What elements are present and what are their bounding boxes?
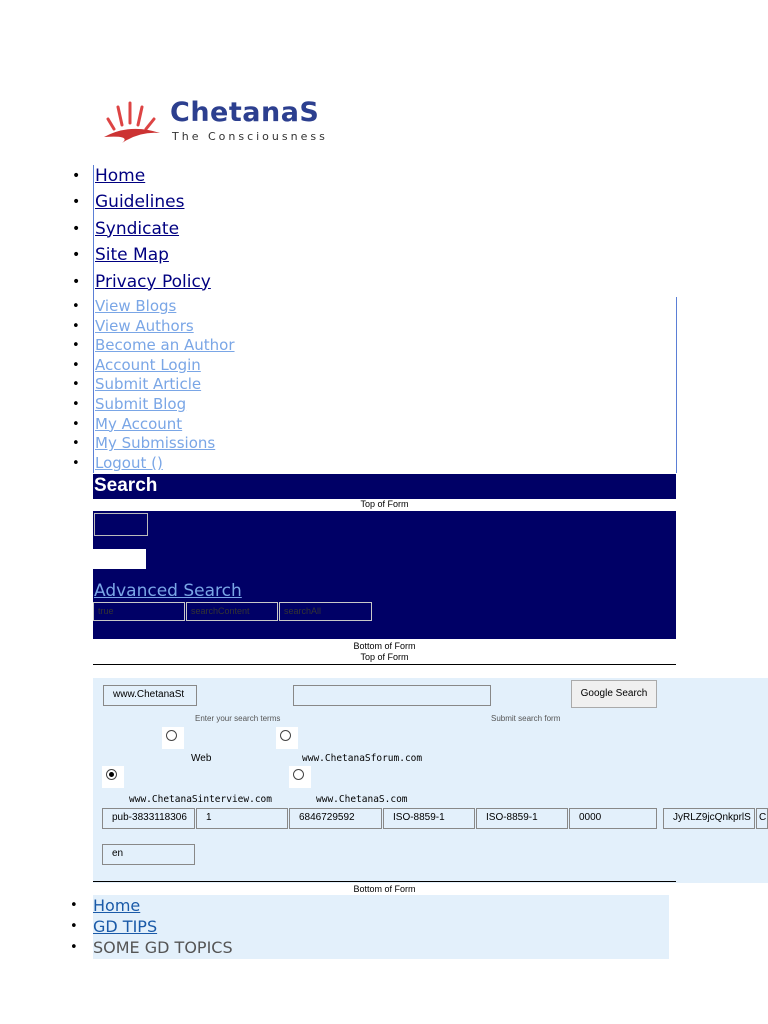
- logout-link[interactable]: Logout (): [95, 453, 163, 472]
- become-author-link[interactable]: Become an Author: [95, 336, 235, 355]
- bottom-of-form-label: Bottom of Form: [353, 641, 416, 651]
- site-search-panel: [93, 511, 676, 639]
- nav-sitemap-link[interactable]: Site Map: [95, 245, 169, 266]
- nav-home-link[interactable]: Home: [95, 166, 146, 186]
- radio-interview[interactable]: [102, 766, 124, 788]
- logo-wordmark: ChetanaS: [170, 97, 320, 128]
- site-search-button[interactable]: [93, 549, 146, 569]
- hidden-field[interactable]: ISO-8859-1: [383, 808, 475, 829]
- breadcrumb-current: SOME GD TOPICS: [93, 938, 233, 957]
- blog-nav-item: [72, 297, 235, 317]
- my-account-link[interactable]: My Account: [95, 414, 183, 433]
- hidden-field[interactable]: searchContent: [186, 602, 278, 621]
- submit-form-hint: Submit search form: [491, 714, 561, 723]
- nav-privacy-link[interactable]: Privacy Policy: [95, 271, 211, 292]
- bullet-icon: •: [72, 436, 80, 452]
- nav-guidelines-link[interactable]: Guidelines: [95, 192, 185, 213]
- radio-interview-label: www.ChetanaSinterview.com: [129, 794, 272, 805]
- blog-nav-item: [72, 434, 235, 454]
- submit-article-link[interactable]: Submit Article: [95, 375, 202, 394]
- bullet-icon: •: [70, 940, 78, 955]
- blog-nav-item: [72, 394, 235, 415]
- top-of-form-label: Top of Form: [360, 652, 409, 662]
- google-search-panel: [93, 678, 768, 883]
- radio-circle-icon: [293, 769, 304, 780]
- breadcrumb-gdtips-link[interactable]: GD TIPS: [93, 917, 158, 936]
- radio-main-site-label: www.ChetanaS.com: [316, 794, 408, 805]
- hidden-field[interactable]: JyRLZ9jcQnkprlS: [663, 808, 755, 829]
- blog-nav-item: [72, 355, 235, 376]
- view-blogs-link[interactable]: View Blogs: [95, 297, 177, 315]
- radio-circle-icon: [166, 730, 177, 741]
- main-nav-item: [72, 244, 211, 270]
- breadcrumb-item: [70, 896, 233, 917]
- bullet-icon: •: [72, 299, 80, 314]
- breadcrumb: [70, 896, 233, 959]
- form-divider: [93, 664, 676, 665]
- blog-nav-item: [72, 375, 235, 395]
- site-search-input[interactable]: [94, 513, 148, 536]
- blog-nav-item: [72, 316, 235, 337]
- hidden-field[interactable]: 0000: [569, 808, 657, 829]
- breadcrumb-item: [70, 938, 233, 959]
- bullet-icon: •: [72, 194, 81, 211]
- main-nav: [72, 165, 211, 297]
- main-nav-item: [72, 191, 211, 217]
- main-nav-item: [72, 218, 211, 244]
- nav-divider: [93, 165, 94, 297]
- breadcrumb-home-link[interactable]: Home: [93, 896, 141, 915]
- view-authors-link[interactable]: View Authors: [95, 316, 194, 335]
- bottom-of-form-label: Bottom of Form: [353, 884, 416, 894]
- radio-forum-label: www.ChetanaSforum.com: [302, 753, 423, 764]
- search-header: [93, 474, 676, 499]
- site-field[interactable]: www.ChetanaSt: [103, 685, 197, 706]
- submit-blog-link[interactable]: Submit Blog: [95, 394, 187, 413]
- bullet-icon: •: [72, 220, 81, 237]
- breadcrumb-item: [70, 917, 233, 938]
- main-nav-item: [72, 271, 211, 297]
- search-terms-hint: Enter your search terms: [195, 714, 281, 723]
- hidden-field[interactable]: searchAll: [279, 602, 372, 621]
- bullet-icon: •: [72, 416, 80, 432]
- bullet-icon: •: [72, 338, 80, 354]
- radio-circle-icon: [280, 730, 291, 741]
- account-login-link[interactable]: Account Login: [95, 355, 201, 374]
- sunburst-logo-icon: [100, 99, 170, 149]
- bullet-icon: •: [70, 919, 78, 934]
- main-nav-item: [72, 165, 211, 191]
- bullet-icon: •: [72, 247, 81, 264]
- radio-main-site[interactable]: [289, 766, 311, 788]
- hidden-field[interactable]: ISO-8859-1: [476, 808, 568, 829]
- blog-nav: [72, 297, 235, 473]
- bullet-icon: •: [72, 168, 81, 184]
- logo-tagline: The Consciousness: [172, 130, 328, 143]
- hidden-field[interactable]: 1: [196, 808, 288, 829]
- google-search-button[interactable]: Google Search: [571, 680, 657, 708]
- nav-syndicate-link[interactable]: Syndicate: [95, 218, 180, 239]
- bullet-icon: •: [72, 273, 81, 290]
- top-of-form-label: Top of Form: [360, 499, 409, 509]
- my-submissions-link[interactable]: My Submissions: [95, 434, 216, 453]
- radio-web[interactable]: [162, 727, 184, 749]
- advanced-search-link[interactable]: Advanced Search: [94, 581, 242, 601]
- blog-nav-item: [72, 453, 235, 474]
- blog-nav-item: [72, 336, 235, 356]
- google-query-input[interactable]: [293, 685, 491, 706]
- bullet-icon: •: [70, 898, 78, 913]
- hidden-field[interactable]: pub-3833118306: [102, 808, 195, 829]
- hidden-field[interactable]: 6846729592: [289, 808, 382, 829]
- bullet-icon: •: [72, 318, 80, 334]
- hidden-field[interactable]: C: [756, 808, 768, 829]
- bullet-icon: •: [72, 396, 80, 412]
- hidden-field[interactable]: true: [93, 602, 185, 621]
- radio-web-label: Web: [191, 753, 212, 764]
- site-logo[interactable]: [100, 97, 330, 152]
- bullet-icon: •: [72, 455, 80, 471]
- radio-forum[interactable]: [276, 727, 298, 749]
- bullet-icon: •: [72, 357, 80, 373]
- radio-selected-icon: [106, 769, 117, 780]
- search-heading: Search: [94, 475, 158, 496]
- bullet-icon: •: [72, 377, 80, 393]
- language-field[interactable]: en: [102, 844, 195, 865]
- blog-nav-item: [72, 414, 235, 435]
- form-divider: [93, 881, 676, 882]
